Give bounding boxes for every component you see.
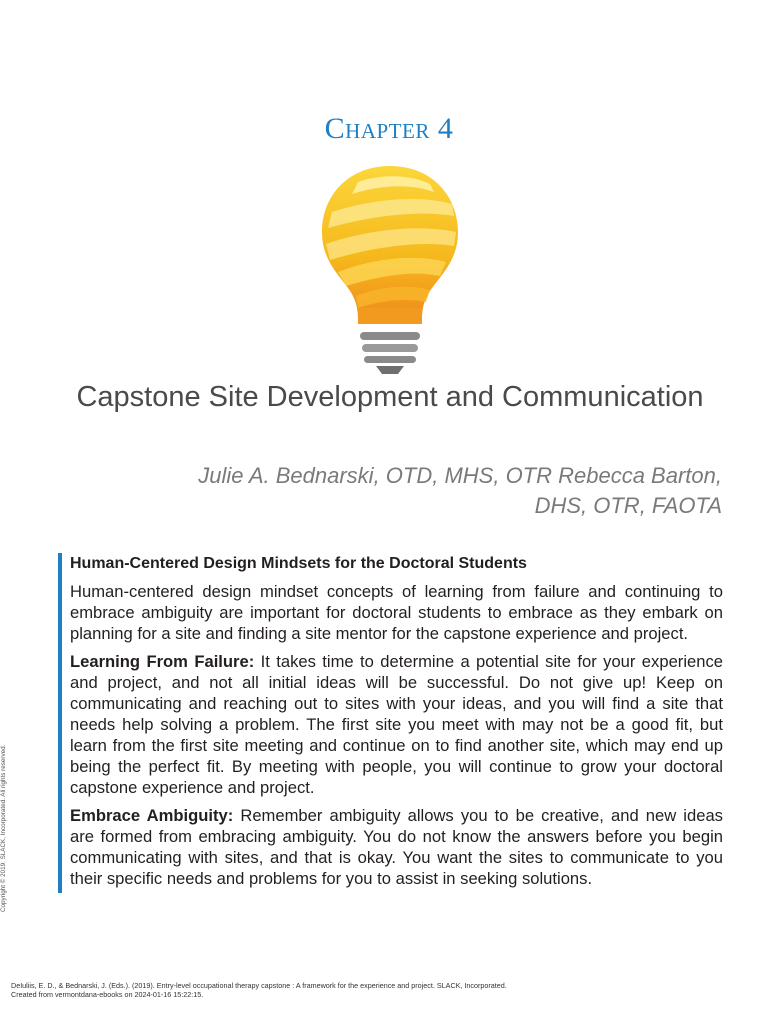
learning-from-failure-lead: Learning From Failure: bbox=[70, 652, 255, 671]
chapter-title: Capstone Site Development and Communication bbox=[76, 381, 704, 413]
author-list bbox=[102, 461, 722, 521]
embrace-ambiguity-paragraph bbox=[70, 805, 723, 889]
author-line-1: Julie A. Bednarski, OTD, MHS, OTR Rebecca Barton, bbox=[198, 463, 722, 488]
learning-from-failure-text: It takes time to determine a potential site for your experience and project, and not all initial ideas will be successful. Do not give up! Keep on communicating and reaching out to sites with your ideas, and you will find a site that needs help solving a problem. The first site you meet with may not be a good fit, but learn from the first site meeting and continue on to find another site, which may end up being the perfect fit. By meeting with people, you will continue to grow your doctoral capstone experience and project. bbox=[70, 652, 723, 797]
learning-from-failure-paragraph bbox=[70, 651, 723, 798]
sidebar-heading: Human-Centered Design Mindsets for the Doctoral Students bbox=[70, 555, 527, 572]
author-line-2: DHS, OTR, FAOTA bbox=[534, 493, 722, 518]
chapter-label: Chapter 4 bbox=[324, 112, 454, 145]
sidebar-box bbox=[58, 553, 723, 893]
side-copyright: Copyright © 2019. SLACK, Incorporated. All rights reserved. bbox=[0, 744, 7, 912]
embrace-ambiguity-lead: Embrace Ambiguity: bbox=[70, 806, 234, 825]
light-bulb-icon bbox=[318, 160, 462, 376]
citation-line-1: DeIuliis, E. D., & Bednarski, J. (Eds.). (2019). Entry-level occupational therapy capstone : A framework for the experience and project. SLACK, Incorporated. bbox=[11, 981, 507, 990]
embrace-ambiguity-text: Remember ambiguity allows you to be creative, and new ideas are formed from embracing ambiguity. You do not know the answers before you begin communicating with sites, and that is okay. You want the sites to communicate to you their specific needs and problems for you to assist in seeking solutions. bbox=[70, 806, 723, 888]
sidebar-intro: Human-centered design mindset concepts of learning from failure and continuing to embrace ambiguity are important for doctoral students to embrace as they embark on planning for a site and finding a site mentor for the capstone experience and project. bbox=[70, 582, 723, 643]
citation-line-2: Created from vermontdana-ebooks on 2024-01-16 15:22:15. bbox=[11, 990, 204, 999]
citation-footer bbox=[11, 981, 751, 999]
